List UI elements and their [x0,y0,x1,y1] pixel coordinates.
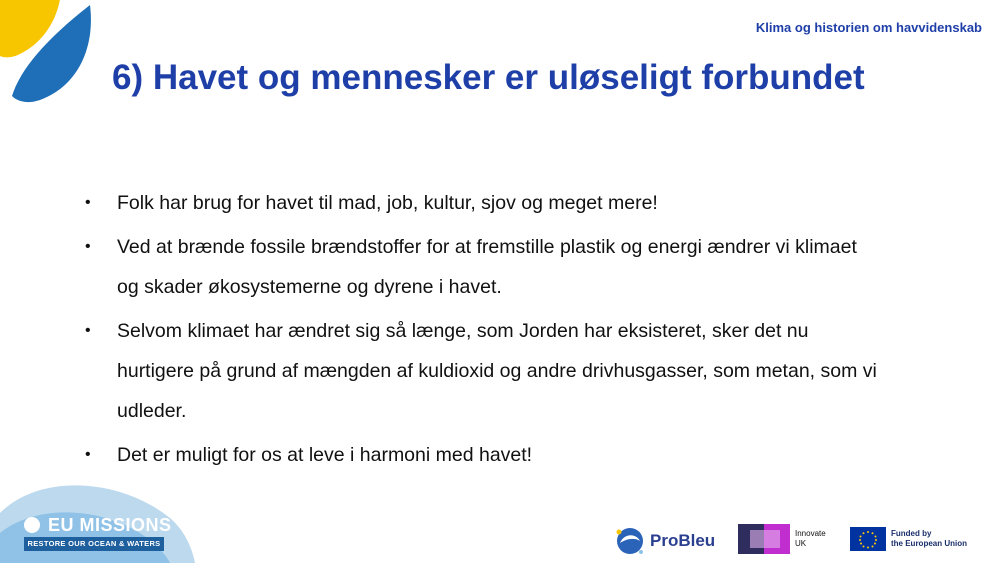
eu-funding-logo [850,527,967,551]
eu-missions-title: EU MISSIONS [48,515,172,535]
bullet-text: Det er muligt for os at leve i harmoni med havet! [117,444,533,466]
bullet-dot-icon: • [85,238,91,255]
bullet-item [82,183,882,223]
slide-title: 6) Havet og mennesker er uløseligt forbundet [112,58,865,97]
water-drop-icon [24,517,40,533]
eu-funding-line2: the European Union [891,539,967,548]
bullet-item [82,227,882,307]
eu-funding-line1: Funded by [891,529,932,538]
bullet-text: Ved at brænde fossile brændstoffer for at fremstille plastik og energi ændrer vi klimaet og skader økosystemerne og dyrene i havet. [117,236,857,298]
header-label: Klima og historien om havvidenskab [755,20,982,35]
ukri-line1: Innovate [795,529,826,538]
ukri-logo [738,524,826,554]
bullet-text: Folk har brug for havet til mad, job, kultur, sjov og meget mere! [117,192,658,214]
bullet-item [82,311,882,431]
ukri-mark-icon [738,524,790,554]
bullet-text: Selvom klimaet har ændret sig så længe, som Jorden har eksisteret, sker det nu hurtigere på grund af mængden af kuldioxid og andre drivhusgasser, som metan, som vi udleder. [117,320,877,422]
corner-wave-logo [0,0,100,105]
bullet-dot-icon: • [85,322,91,339]
bullet-list [82,183,882,479]
bullet-dot-icon: • [85,194,91,211]
ukri-line2: UK [795,539,807,548]
probleu-swirl-icon [614,525,646,557]
bullet-item [82,435,882,475]
eu-flag-icon [850,527,886,551]
bullet-dot-icon: • [85,446,91,463]
probleu-logo [614,524,715,558]
eu-missions-subtitle: RESTORE OUR OCEAN & WATERS [24,537,164,551]
probleu-label: ProBleu [650,531,716,550]
